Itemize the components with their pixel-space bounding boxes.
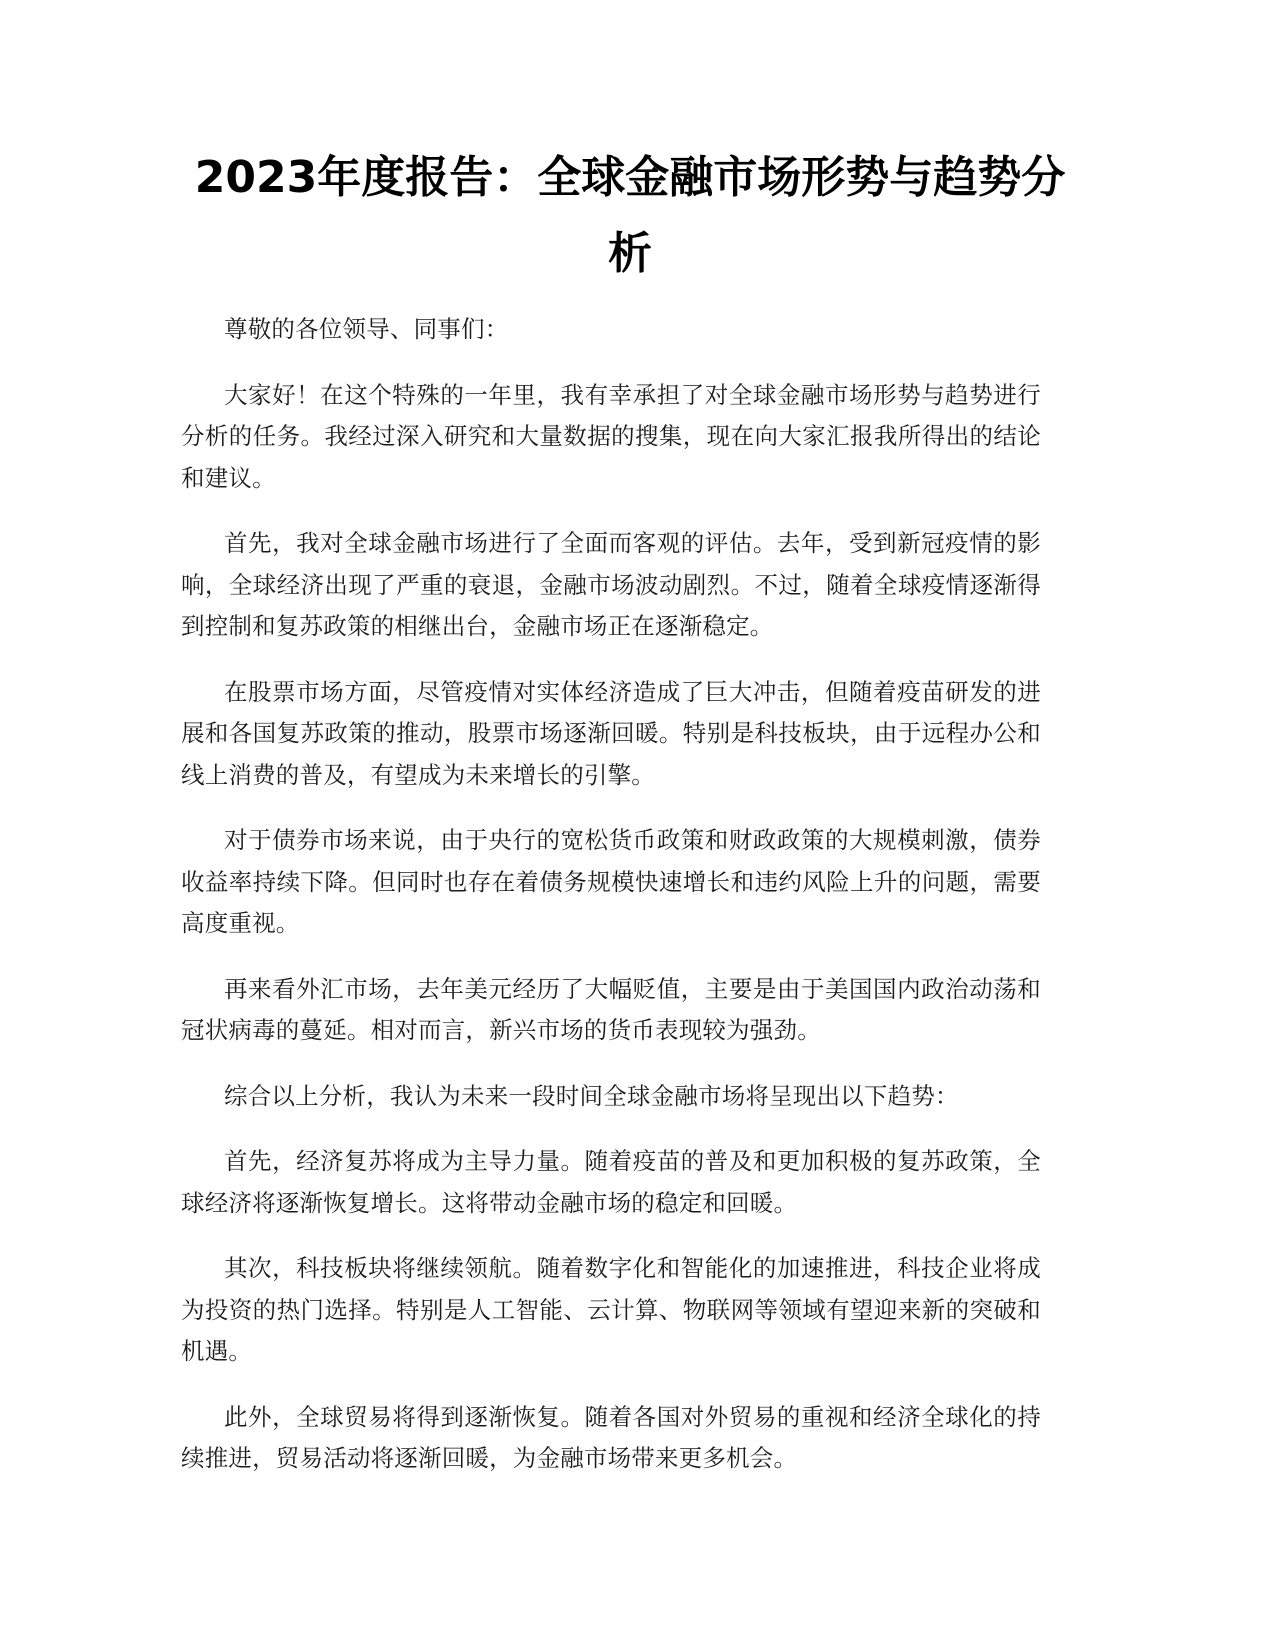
- paragraph-trend-tech: 其次，科技板块将继续领航。随着数字化和智能化的加速推进，科技企业将成为投资的热门选择。特别是人工智能、云计算、物联网等领域有望迎来新的突破和机遇。: [181, 1254, 1041, 1365]
- document-body: [181, 309, 1041, 1504]
- paragraph-greeting: 大家好！在这个特殊的一年里，我有幸承担了对全球金融市场形势与趋势进行分析的任务。我经过深入研究和大量数据的搜集，现在向大家汇报我所得出的结论和建议。: [181, 380, 1041, 492]
- document-title: 2023年度报告：全球金融市场形势与趋势分析: [194, 152, 1066, 279]
- paragraph-forex-market: 再来看外汇市场，去年美元经历了大幅贬值，主要是由于美国国内政治动荡和冠状病毒的蔓延。相对而言，新兴市场的货币表现较为强劲。: [181, 974, 1041, 1044]
- paragraph-trend-trade: 此外，全球贸易将得到逐渐恢复。随着各国对外贸易的重视和经济全球化的持续推进，贸易活动将逐渐回暖，为金融市场带来更多机会。: [181, 1402, 1041, 1472]
- paragraph-stock-market: 在股票市场方面，尽管疫情对实体经济造成了巨大冲击，但随着疫苗研发的进展和各国复苏政策的推动，股票市场逐渐回暖。特别是科技板块，由于远程办公和线上消费的普及，有望成为未来增长的引擎。: [181, 677, 1041, 789]
- paragraph-salutation: 尊敬的各位领导、同事们：: [224, 315, 509, 343]
- paragraph-assessment: 首先，我对全球金融市场进行了全面而客观的评估。去年，受到新冠疫情的影响，全球经济出现了严重的衰退，金融市场波动剧烈。不过，随着全球疫情逐渐得到控制和复苏政策的相继出台，金融市场正在逐渐稳定。: [181, 529, 1041, 640]
- paragraph-trends-intro: 综合以上分析，我认为未来一段时间全球金融市场将呈现出以下趋势：: [224, 1081, 959, 1110]
- paragraph-bond-market: 对于债券市场来说，由于央行的宽松货币政策和财政政策的大规模刺激，债券收益率持续下降。但同时也存在着债务规模快速增长和违约风险上升的问题，需要高度重视。: [181, 826, 1041, 937]
- paragraph-trend-recovery: 首先，经济复苏将成为主导力量。随着疫苗的普及和更加积极的复苏政策，全球经济将逐渐恢复增长。这将带动金融市场的稳定和回暖。: [181, 1147, 1041, 1217]
